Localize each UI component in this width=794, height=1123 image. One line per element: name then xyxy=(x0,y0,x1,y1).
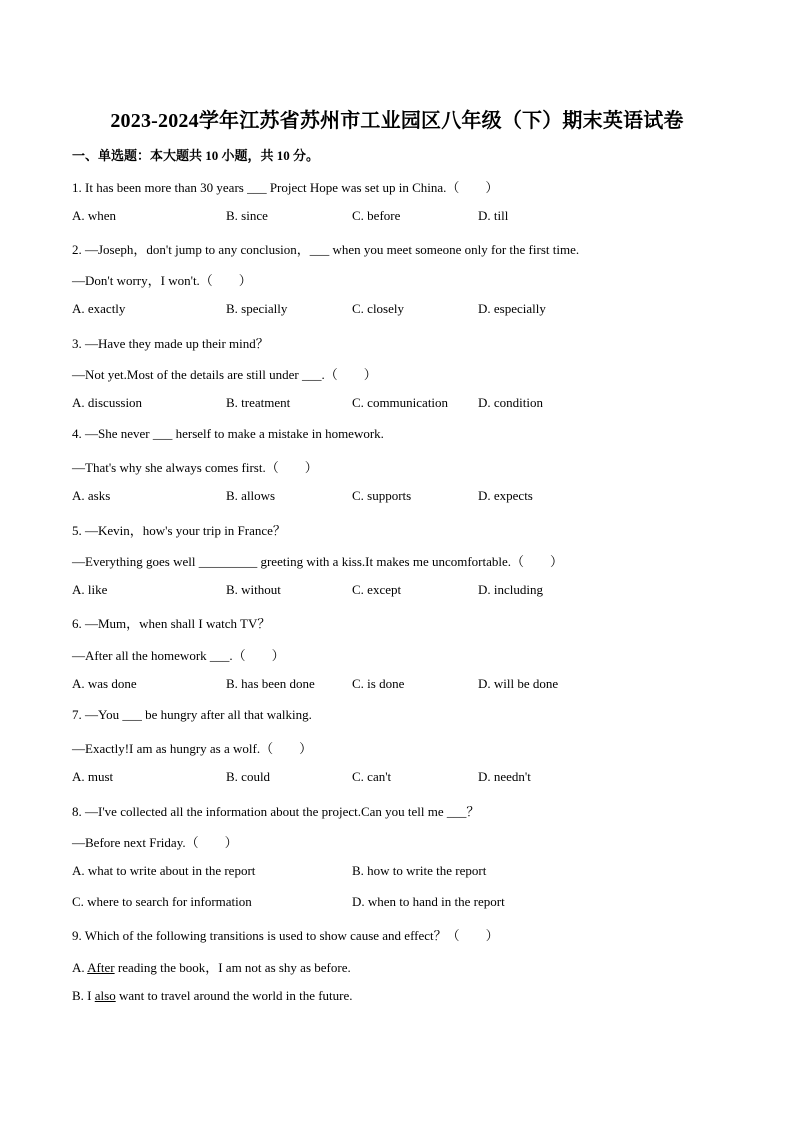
q3-option-b: B. treatment xyxy=(226,395,291,410)
q9-option-a-prefix: A. xyxy=(72,960,88,975)
q6-option-c: C. is done xyxy=(352,676,405,691)
q2-option-d: D. especially xyxy=(478,301,546,316)
q1-option-a: A. when xyxy=(72,208,117,223)
question-8-line-2: —Before next Friday.（ ） xyxy=(72,835,238,850)
q9-option-b-rest: want to travel around the world in the future. xyxy=(115,988,353,1003)
q5-option-c: C. except xyxy=(352,582,402,597)
q8-option-d: D. when to hand in the report xyxy=(352,894,505,909)
q6-option-a: A. was done xyxy=(72,676,137,691)
q9-option-a-underlined-word: After xyxy=(87,960,115,975)
question-7-line-1: 7. —You ___ be hungry after all that walking. xyxy=(72,707,312,722)
q9-option-b-prefix: B. I xyxy=(72,988,95,1003)
q7-option-d: D. needn't xyxy=(478,769,531,784)
q7-option-c: C. can't xyxy=(352,769,392,784)
q2-option-b: B. specially xyxy=(226,301,288,316)
q4-option-a: A. asks xyxy=(72,488,111,503)
q6-option-b: B. has been done xyxy=(226,676,315,691)
q9-option-b-underlined-word: also xyxy=(94,988,116,1003)
q7-option-b: B. could xyxy=(226,769,271,784)
q9-option-b xyxy=(72,988,353,1004)
section-heading: 一、单选题：本大题共 10 小题，共 10 分。 xyxy=(72,148,320,163)
question-2-line-1: 2. —Joseph，don't jump to any conclusion，___ when you meet someone only for the first time. xyxy=(72,242,580,257)
q3-option-d: D. condition xyxy=(478,395,543,410)
q9-option-a-rest: reading the book，I am not as shy as before. xyxy=(114,960,351,975)
q4-option-d: D. expects xyxy=(478,488,533,503)
question-3-line-1: 3. —Have they made up their mind？ xyxy=(72,336,269,351)
q5-option-b: B. without xyxy=(226,582,281,597)
exam-title: 2023-2024学年江苏省苏州市工业园区八年级（下）期末英语试卷 xyxy=(110,110,684,132)
q4-option-b: B. allows xyxy=(226,488,276,503)
question-8-line-1: 8. —I've collected all the information about the project.Can you tell me ___？ xyxy=(72,804,480,819)
q8-option-c: C. where to search for information xyxy=(72,894,252,909)
question-6-line-1: 6. —Mum，when shall I watch TV？ xyxy=(72,616,271,631)
q3-option-c: C. communication xyxy=(352,395,449,410)
q1-option-c: C. before xyxy=(352,208,401,223)
q9-option-a xyxy=(72,957,351,976)
q5-option-d: D. including xyxy=(478,582,543,597)
question-1-stem: 1. It has been more than 30 years ___ Project Hope was set up in China.（ ） xyxy=(72,180,499,195)
q1-option-b: B. since xyxy=(226,208,268,223)
question-5-line-1: 5. —Kevin，how's your trip in France？ xyxy=(72,523,286,538)
q2-option-a: A. exactly xyxy=(72,301,126,316)
q5-option-a: A. like xyxy=(72,582,108,597)
q4-option-c: C. supports xyxy=(352,488,412,503)
q8-option-b: B. how to write the report xyxy=(352,863,487,878)
q2-option-c: C. closely xyxy=(352,301,404,316)
question-3-line-2: —Not yet.Most of the details are still under ___.（ ） xyxy=(72,367,377,382)
question-7-line-2: —Exactly!I am as hungry as a wolf.（ ） xyxy=(72,741,313,756)
q7-option-a: A. must xyxy=(72,769,114,784)
question-5-line-2: —Everything goes well _________ greeting with a kiss.It makes me uncomfortable.（ ） xyxy=(72,554,564,569)
q8-option-a: A. what to write about in the report xyxy=(72,863,256,878)
q6-option-d: D. will be done xyxy=(478,676,559,691)
question-2-line-2: —Don't worry，I won't.（ ） xyxy=(72,273,252,288)
question-9-stem: 9. Which of the following transitions is used to show cause and effect？（ ） xyxy=(72,928,499,943)
q1-option-d: D. till xyxy=(478,208,509,223)
question-6-line-2: —After all the homework ___.（ ） xyxy=(72,648,285,663)
q3-option-a: A. discussion xyxy=(72,395,143,410)
question-4-line-2: —That's why she always comes first.（ ） xyxy=(72,460,318,475)
question-4-line-1: 4. —She never ___ herself to make a mistake in homework. xyxy=(72,426,384,441)
